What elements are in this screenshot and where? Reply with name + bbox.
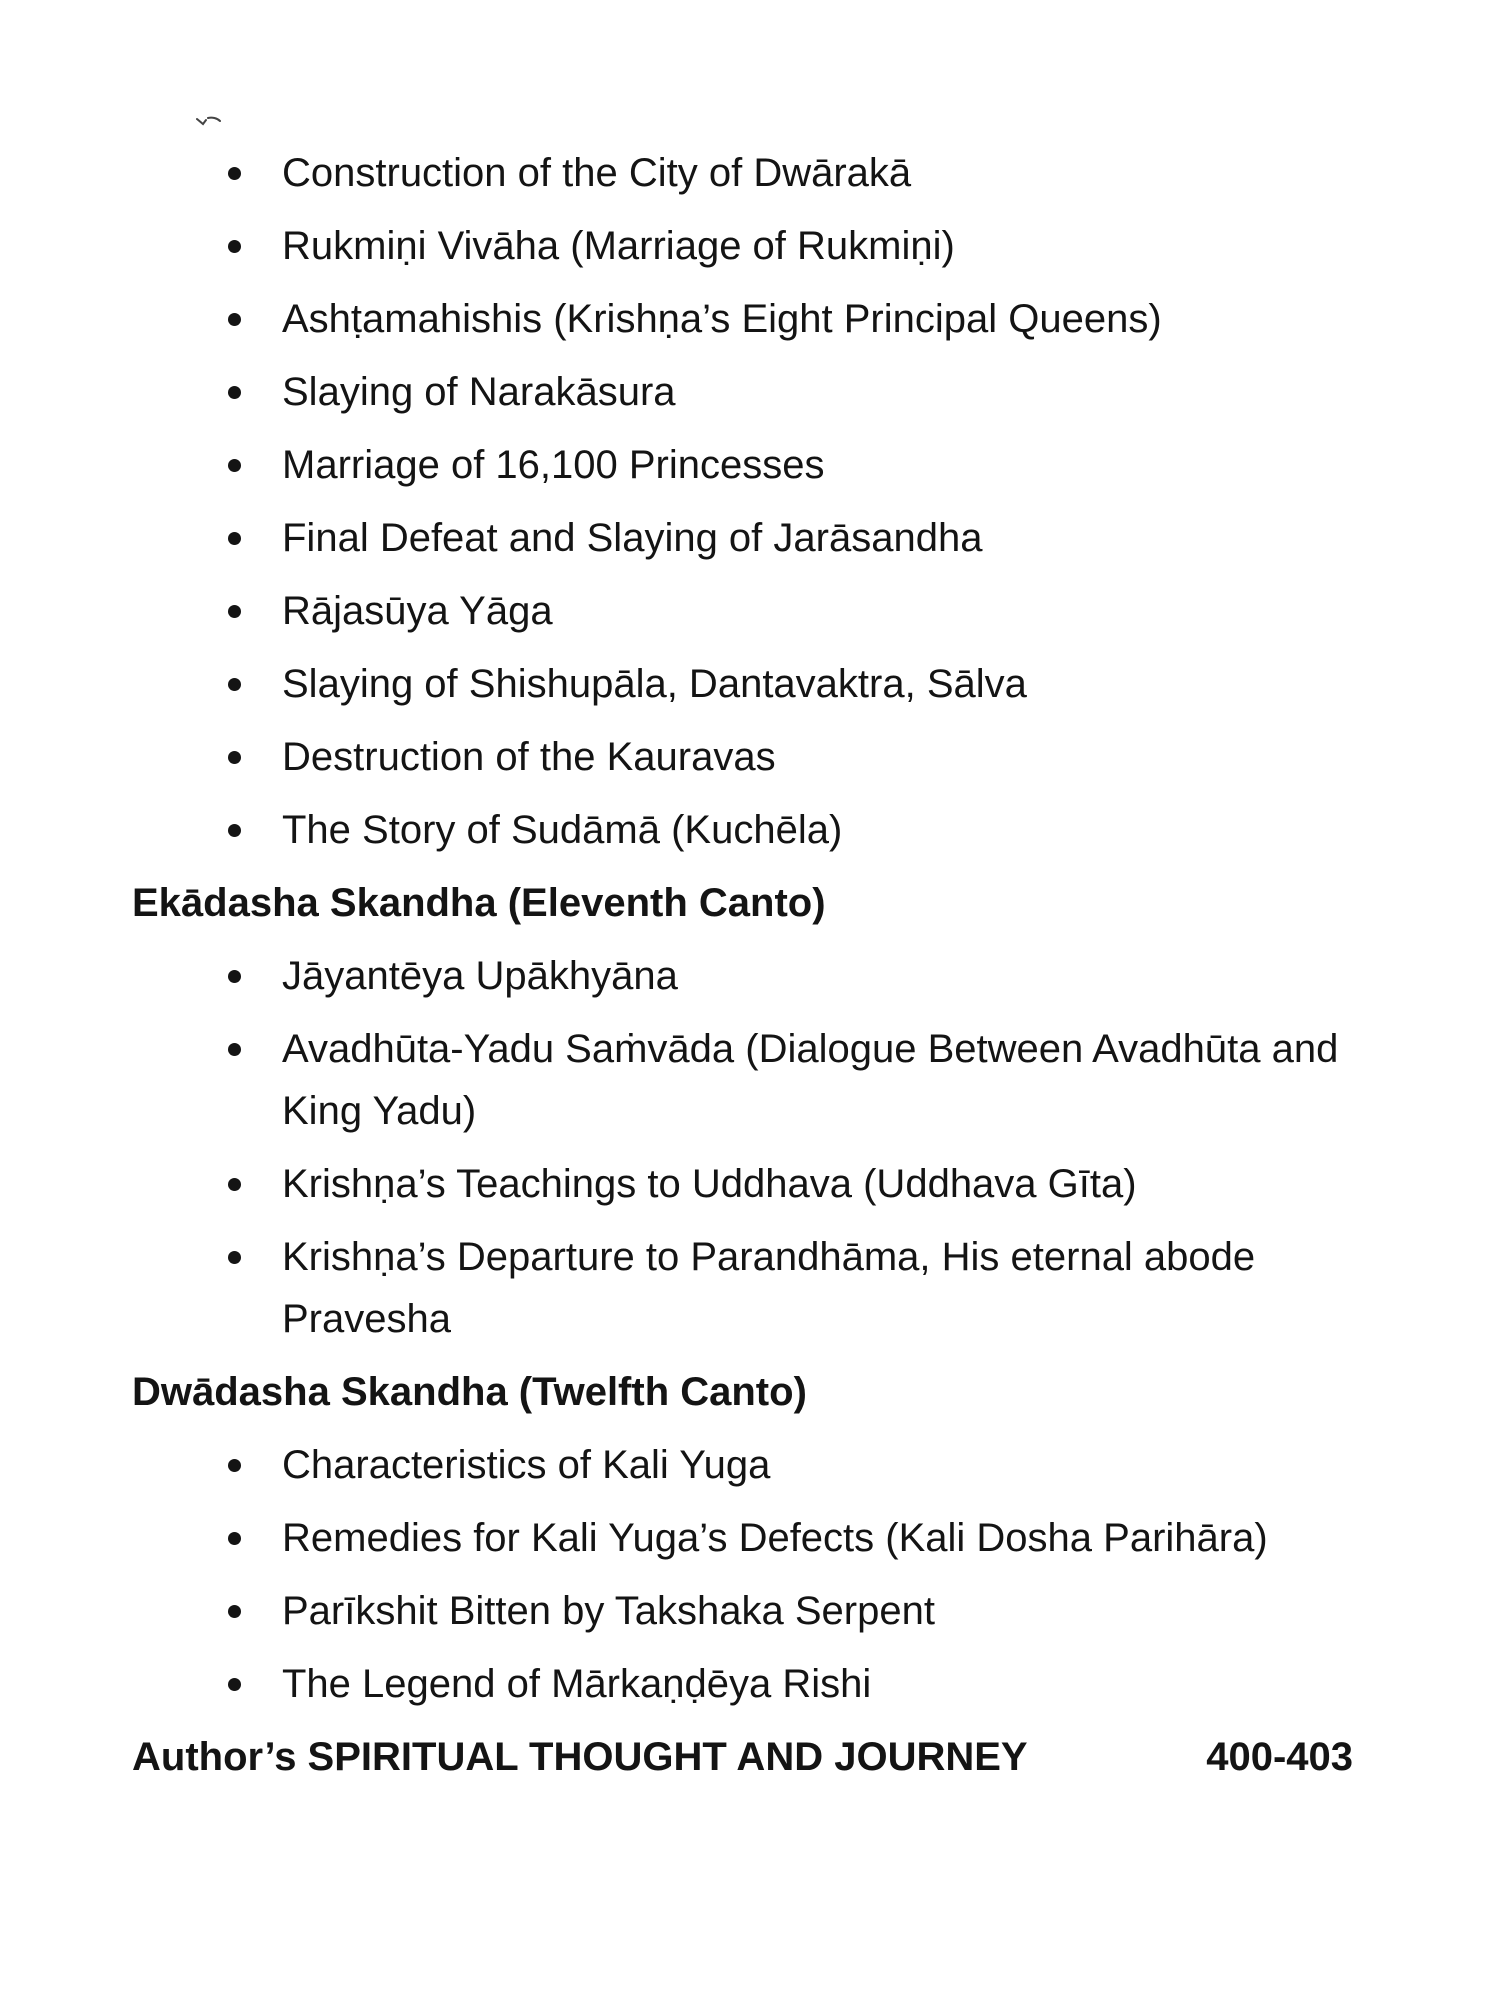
list-item bbox=[132, 653, 1372, 715]
list-item bbox=[132, 580, 1372, 642]
list-item-text: Slaying of Shishupāla, Dantavaktra, Sālva bbox=[282, 662, 1027, 706]
bullet-icon bbox=[228, 313, 241, 326]
list-item-text: Ashṭamahishis (Krishṇa’s Eight Principal Queens) bbox=[282, 297, 1162, 341]
page-range: 400-403 bbox=[1206, 1735, 1353, 1779]
bullet-icon bbox=[228, 386, 241, 399]
list-item bbox=[132, 726, 1372, 788]
bullet-icon bbox=[228, 970, 241, 983]
list-item bbox=[132, 434, 1372, 496]
list-item-text: Construction of the City of Dwārakā bbox=[282, 151, 912, 195]
bullet-icon bbox=[228, 1532, 241, 1545]
list-item bbox=[132, 142, 1372, 204]
list-item-text: Remedies for Kali Yuga’s Defects (Kali Dosha Parihāra) bbox=[282, 1516, 1268, 1560]
bullet-icon bbox=[228, 1459, 241, 1472]
list-item-text: Krishṇa’s Departure to Parandhāma, His eternal abode Pravesha bbox=[282, 1235, 1256, 1341]
bullet-icon bbox=[228, 1043, 241, 1056]
list-item-text: Slaying of Narakāsura bbox=[282, 370, 676, 414]
bullet-icon bbox=[228, 167, 241, 180]
list-item bbox=[132, 507, 1372, 569]
section-heading: Dwādasha Skandha (Twelfth Canto) bbox=[132, 1370, 807, 1414]
list-item bbox=[132, 288, 1372, 350]
list-item bbox=[132, 1507, 1372, 1569]
footer-title: Author’s SPIRITUAL THOUGHT AND JOURNEY bbox=[132, 1735, 1028, 1779]
bullet-icon bbox=[228, 459, 241, 472]
bullet-icon bbox=[228, 678, 241, 691]
list-item bbox=[132, 1653, 1372, 1715]
list-item bbox=[132, 1153, 1372, 1215]
bullet-icon bbox=[228, 1678, 241, 1691]
list-item-text: Parīkshit Bitten by Takshaka Serpent bbox=[282, 1589, 935, 1633]
list-item-text: Avadhūta-Yadu Saṁvāda (Dialogue Between Avadhūta and King Yadu) bbox=[282, 1027, 1339, 1133]
bullet-icon bbox=[228, 1178, 241, 1191]
scan-mark bbox=[196, 116, 222, 126]
bullet-icon bbox=[228, 1251, 241, 1264]
list-item-text: The Legend of Mārkaṇḍēya Rishi bbox=[282, 1662, 872, 1706]
section-heading: Ekādasha Skandha (Eleventh Canto) bbox=[132, 881, 826, 925]
bullet-icon bbox=[228, 1605, 241, 1618]
list-item-text: Characteristics of Kali Yuga bbox=[282, 1443, 771, 1487]
list-item bbox=[132, 1580, 1372, 1642]
bullet-list bbox=[132, 945, 1372, 1350]
bullet-list bbox=[132, 142, 1372, 861]
list-item-text: Destruction of the Kauravas bbox=[282, 735, 776, 779]
bullet-icon bbox=[228, 240, 241, 253]
bullet-icon bbox=[228, 751, 241, 764]
list-item bbox=[132, 215, 1372, 277]
toc-footer-entry bbox=[132, 1726, 1353, 1788]
bullet-icon bbox=[228, 605, 241, 618]
list-item-text: Rukmiṇi Vivāha (Marriage of Rukmiṇi) bbox=[282, 224, 955, 268]
bullet-icon bbox=[228, 824, 241, 837]
list-item bbox=[132, 1018, 1372, 1142]
list-item-text: The Story of Sudāmā (Kuchēla) bbox=[282, 808, 843, 852]
list-item-text: Rājasūya Yāga bbox=[282, 589, 553, 633]
list-item bbox=[132, 1434, 1372, 1496]
list-item-text: Final Defeat and Slaying of Jarāsandha bbox=[282, 516, 983, 560]
bullet-icon bbox=[228, 532, 241, 545]
list-item-text: Marriage of 16,100 Princesses bbox=[282, 443, 825, 487]
list-item bbox=[132, 799, 1372, 861]
list-item bbox=[132, 1226, 1372, 1350]
bullet-list bbox=[132, 1434, 1372, 1715]
list-item-text: Krishṇa’s Teachings to Uddhava (Uddhava Gīta) bbox=[282, 1162, 1137, 1206]
list-item-text: Jāyantēya Upākhyāna bbox=[282, 954, 678, 998]
table-of-contents bbox=[132, 142, 1372, 1788]
list-item bbox=[132, 945, 1372, 1007]
list-item bbox=[132, 361, 1372, 423]
